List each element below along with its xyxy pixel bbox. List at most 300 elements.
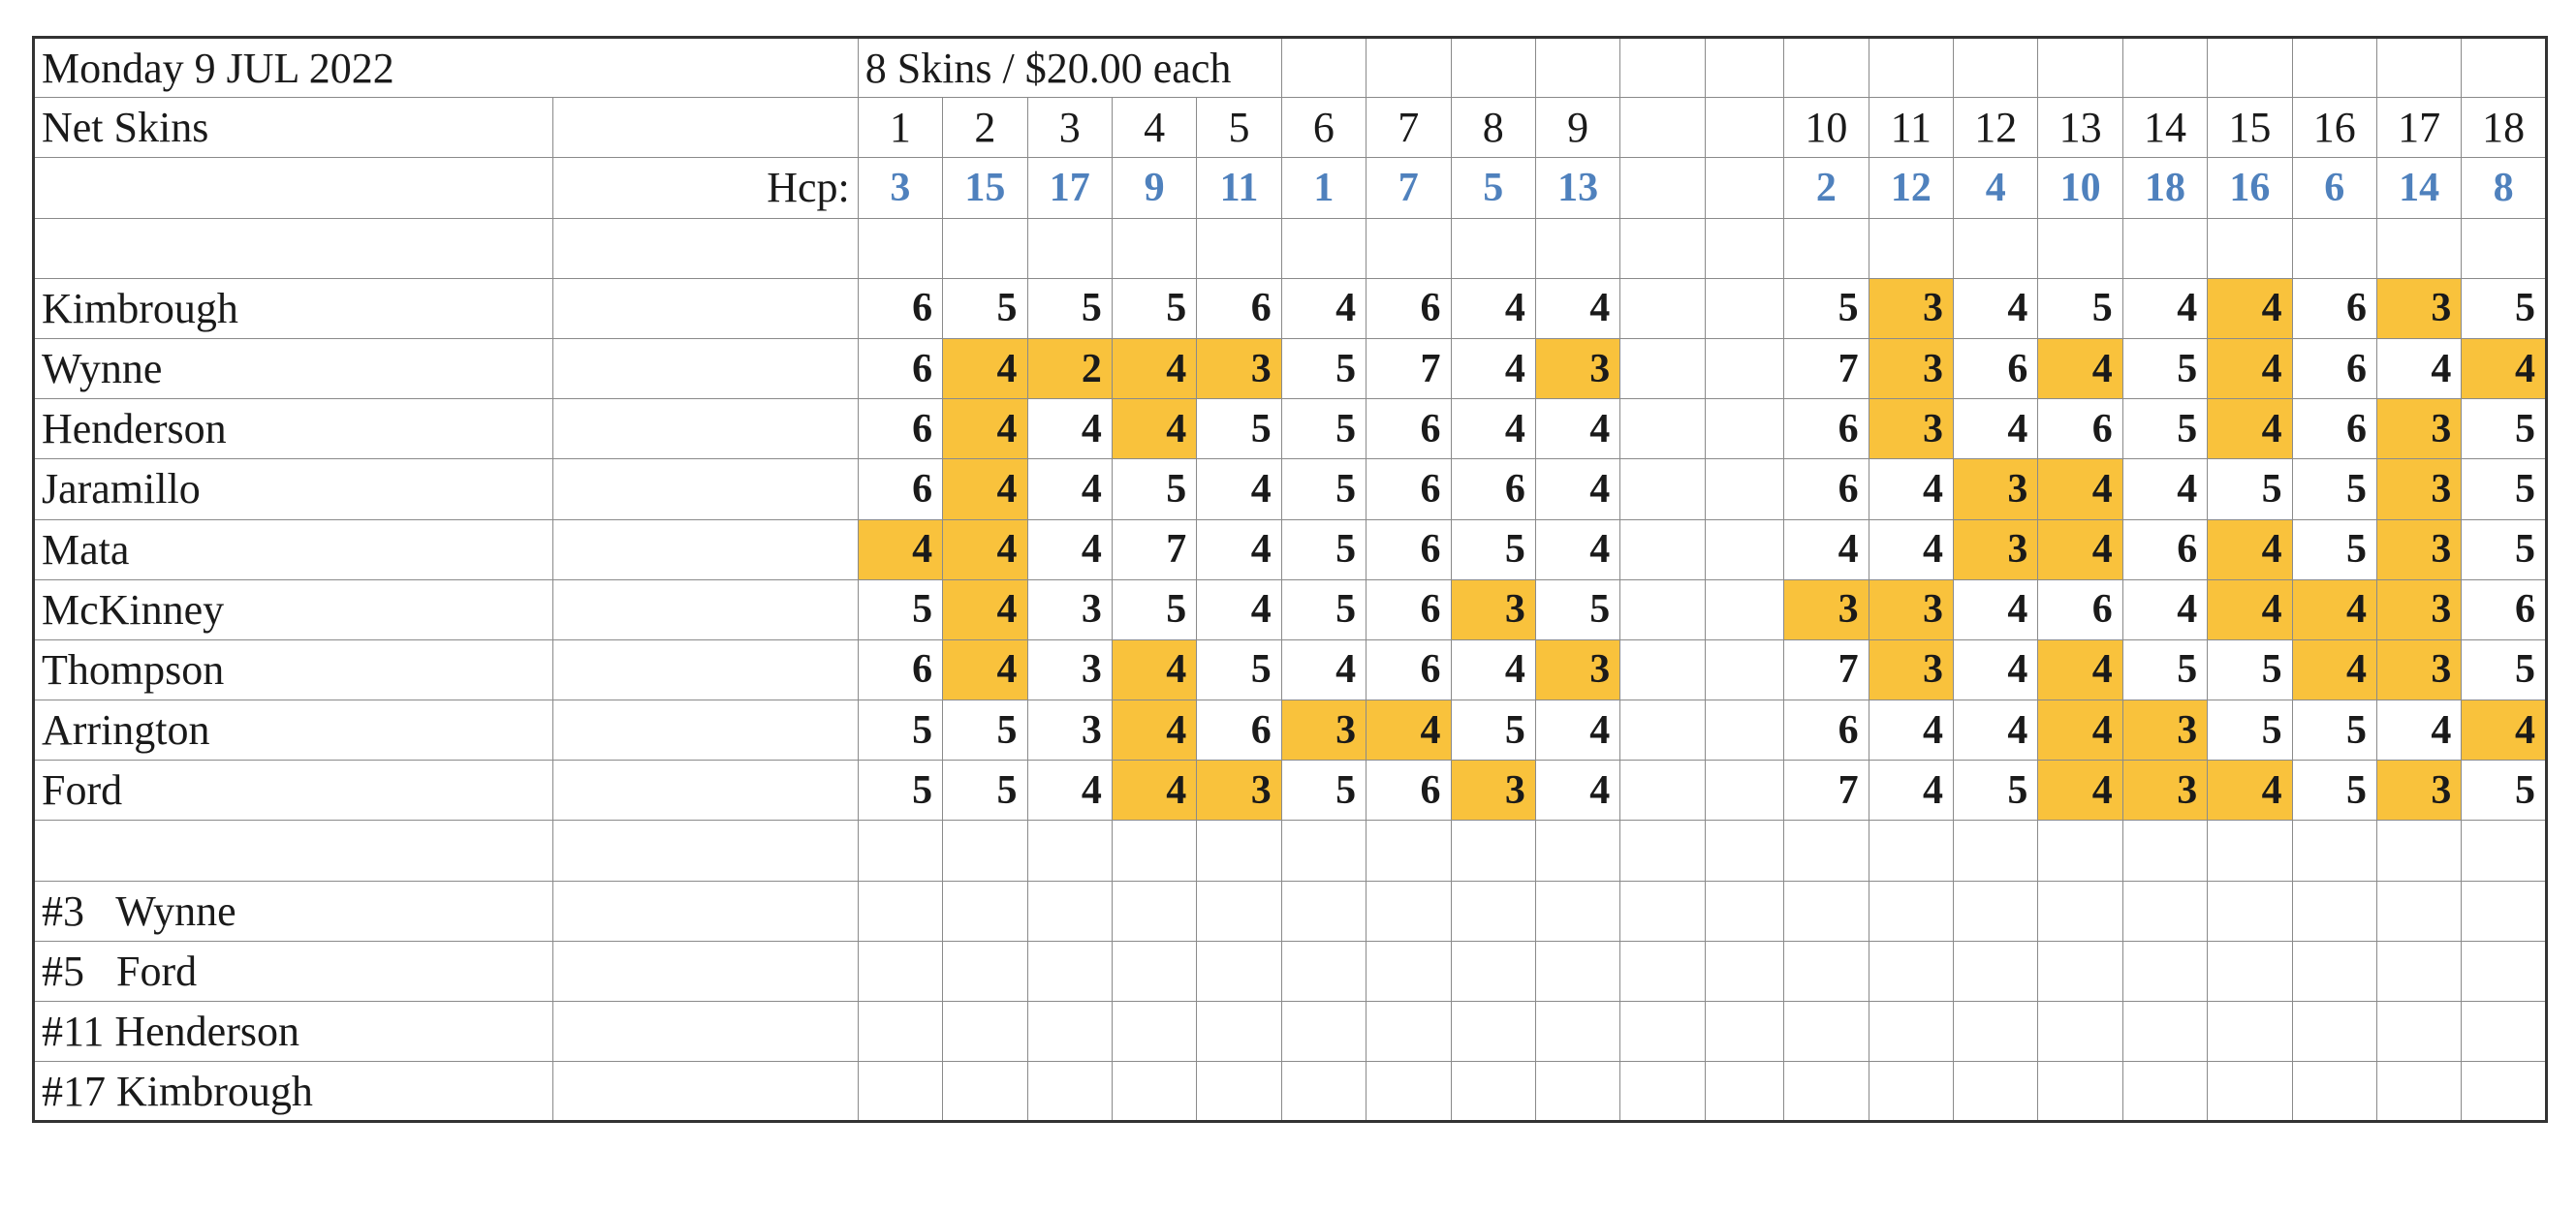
hole-handicap: 15 [943, 158, 1027, 218]
empty-cell [2376, 1062, 2461, 1122]
skins-sheet [32, 36, 2548, 1123]
hole-number: 17 [2376, 98, 2461, 158]
score: 5 [1281, 519, 1366, 579]
empty-cell [2462, 1062, 2547, 1122]
spacer-cell [1705, 700, 1784, 761]
empty-cell [1954, 218, 2038, 278]
spacer-cell [1620, 700, 1705, 761]
empty-cell [2462, 881, 2547, 941]
score: 5 [858, 761, 942, 821]
empty-cell [553, 278, 859, 338]
skin-score: 4 [2038, 700, 2122, 761]
hcp-row [34, 158, 2547, 218]
score: 5 [2208, 700, 2292, 761]
empty-cell [553, 761, 859, 821]
empty-cell [2038, 941, 2122, 1001]
score: 4 [1954, 700, 2038, 761]
empty-cell [1451, 1062, 1535, 1122]
empty-cell [1197, 1062, 1281, 1122]
player-name: Henderson [34, 399, 553, 459]
player-name: Ford [34, 761, 553, 821]
player-row [34, 761, 2547, 821]
score: 5 [1281, 399, 1366, 459]
empty-cell [2376, 38, 2461, 98]
empty-cell [1451, 1002, 1535, 1062]
skin-score: 4 [2208, 579, 2292, 639]
hole-handicap: 18 [2122, 158, 2207, 218]
empty-cell [1784, 1002, 1869, 1062]
skin-score: 3 [2376, 639, 2461, 700]
empty-cell [1112, 218, 1196, 278]
score: 4 [2122, 579, 2207, 639]
score: 4 [1784, 519, 1869, 579]
score: 5 [2462, 519, 2547, 579]
score: 5 [1451, 519, 1535, 579]
skin-score: 3 [1954, 459, 2038, 519]
empty-cell [1535, 38, 1619, 98]
empty-cell [2292, 1002, 2376, 1062]
skin-score: 4 [943, 459, 1027, 519]
score: 4 [1197, 459, 1281, 519]
score: 4 [1027, 519, 1112, 579]
blank-row [34, 821, 2547, 881]
spacer-cell [1705, 459, 1784, 519]
empty-cell [2462, 1002, 2547, 1062]
empty-cell [1705, 941, 1784, 1001]
score: 6 [1451, 459, 1535, 519]
score: 6 [1367, 579, 1451, 639]
score: 4 [1869, 459, 1953, 519]
skin-score: 3 [2376, 459, 2461, 519]
spacer-cell [1620, 278, 1705, 338]
skin-score: 4 [2038, 519, 2122, 579]
player-row [34, 459, 2547, 519]
hole-number: 13 [2038, 98, 2122, 158]
empty-cell [553, 98, 859, 158]
hcp-label: Hcp: [553, 158, 859, 218]
hole-handicap: 13 [1535, 158, 1619, 218]
empty-cell [1784, 1062, 1869, 1122]
empty-cell [1705, 1062, 1784, 1122]
score: 4 [1197, 519, 1281, 579]
hole-handicap: 1 [1281, 158, 1366, 218]
empty-cell [1367, 821, 1451, 881]
hole-number: 18 [2462, 98, 2547, 158]
player-name: Wynne [34, 338, 553, 398]
empty-cell [2462, 218, 2547, 278]
score: 4 [1954, 278, 2038, 338]
empty-cell [1620, 941, 1705, 1001]
skin-score: 2 [1027, 338, 1112, 398]
score: 5 [1281, 579, 1366, 639]
empty-cell [1197, 821, 1281, 881]
empty-cell [1954, 1062, 2038, 1122]
score: 4 [1027, 399, 1112, 459]
empty-cell [2038, 38, 2122, 98]
winner-row [34, 1002, 2547, 1062]
skin-score: 3 [1197, 761, 1281, 821]
hole-number: 10 [1784, 98, 1869, 158]
empty-cell [1451, 881, 1535, 941]
score: 5 [1027, 278, 1112, 338]
empty-cell [2038, 1062, 2122, 1122]
hole-handicap: 16 [2208, 158, 2292, 218]
skin-score: 4 [1367, 700, 1451, 761]
score: 6 [2038, 579, 2122, 639]
empty-cell [1367, 218, 1451, 278]
empty-cell [553, 218, 859, 278]
empty-cell [1869, 218, 1953, 278]
empty-cell [1784, 218, 1869, 278]
empty-cell [553, 399, 859, 459]
spacer-cell [1620, 519, 1705, 579]
empty-cell [2208, 941, 2292, 1001]
spacer-cell [1620, 639, 1705, 700]
player-name: Kimbrough [34, 278, 553, 338]
empty-cell [2376, 941, 2461, 1001]
winner-row [34, 881, 2547, 941]
empty-cell [1869, 1002, 1953, 1062]
player-name: Jaramillo [34, 459, 553, 519]
spacer-cell [1705, 579, 1784, 639]
empty-cell [1784, 881, 1869, 941]
score: 5 [858, 579, 942, 639]
score: 5 [1281, 338, 1366, 398]
skin-score: 3 [1869, 338, 1953, 398]
score: 4 [1535, 761, 1619, 821]
score: 6 [1367, 761, 1451, 821]
player-row [34, 700, 2547, 761]
winner-row [34, 1062, 2547, 1122]
score: 5 [2208, 639, 2292, 700]
empty-cell [1954, 1002, 2038, 1062]
score: 5 [1112, 278, 1196, 338]
hole-handicap: 2 [1784, 158, 1869, 218]
empty-cell [1197, 218, 1281, 278]
spacer-cell [1705, 158, 1784, 218]
empty-cell [2122, 218, 2207, 278]
skin-score: 4 [2038, 338, 2122, 398]
empty-cell [1869, 941, 1953, 1001]
skin-score: 3 [2122, 761, 2207, 821]
score: 4 [2376, 700, 2461, 761]
score: 6 [1367, 639, 1451, 700]
empty-cell [553, 639, 859, 700]
empty-cell [1197, 941, 1281, 1001]
empty-cell [1620, 821, 1705, 881]
score: 7 [1784, 338, 1869, 398]
skin-score: 3 [1869, 579, 1953, 639]
empty-cell [1367, 1062, 1451, 1122]
blank-row [34, 218, 2547, 278]
empty-cell [2292, 821, 2376, 881]
skin-winner: #5 Ford [34, 941, 553, 1001]
empty-cell [1620, 1002, 1705, 1062]
score: 4 [1451, 639, 1535, 700]
empty-cell [1281, 1002, 1366, 1062]
empty-cell [2038, 218, 2122, 278]
empty-cell [1367, 38, 1451, 98]
empty-cell [1367, 1002, 1451, 1062]
empty-cell [2122, 1002, 2207, 1062]
player-name: Mata [34, 519, 553, 579]
score: 5 [1535, 579, 1619, 639]
skin-score: 3 [1784, 579, 1869, 639]
winner-row [34, 941, 2547, 1001]
empty-cell [553, 881, 859, 941]
empty-cell [943, 881, 1027, 941]
skin-score: 4 [2462, 338, 2547, 398]
hole-handicap: 6 [2292, 158, 2376, 218]
empty-cell [553, 459, 859, 519]
empty-cell [2122, 941, 2207, 1001]
skin-score: 3 [1535, 639, 1619, 700]
hole-number: 2 [943, 98, 1027, 158]
empty-cell [2292, 218, 2376, 278]
skin-score: 4 [2038, 459, 2122, 519]
score: 6 [1784, 459, 1869, 519]
empty-cell [1869, 881, 1953, 941]
score: 4 [2122, 278, 2207, 338]
empty-cell [34, 218, 553, 278]
empty-cell [858, 1062, 942, 1122]
empty-cell [2292, 38, 2376, 98]
score: 4 [1451, 278, 1535, 338]
skin-winner: #17 Kimbrough [34, 1062, 553, 1122]
skin-score: 4 [2292, 579, 2376, 639]
score: 6 [858, 338, 942, 398]
skin-score: 3 [1197, 338, 1281, 398]
empty-cell [1112, 1062, 1196, 1122]
score: 5 [858, 700, 942, 761]
empty-cell [1451, 941, 1535, 1001]
score: 5 [2462, 459, 2547, 519]
empty-cell [1620, 881, 1705, 941]
skin-score: 4 [1112, 761, 1196, 821]
hole-number: 8 [1451, 98, 1535, 158]
score: 5 [1197, 399, 1281, 459]
hole-handicap: 17 [1027, 158, 1112, 218]
empty-cell [2038, 1002, 2122, 1062]
score: 4 [1954, 399, 2038, 459]
score: 5 [2462, 639, 2547, 700]
spacer-cell [1620, 579, 1705, 639]
empty-cell [943, 218, 1027, 278]
score: 3 [1027, 700, 1112, 761]
empty-cell [1705, 881, 1784, 941]
hole-number: 5 [1197, 98, 1281, 158]
score: 6 [2038, 399, 2122, 459]
empty-cell [1027, 881, 1112, 941]
skin-score: 3 [2376, 579, 2461, 639]
score: 6 [2292, 278, 2376, 338]
player-row [34, 338, 2547, 398]
hole-handicap: 8 [2462, 158, 2547, 218]
score: 6 [1367, 519, 1451, 579]
empty-cell [2462, 821, 2547, 881]
empty-cell [2122, 821, 2207, 881]
empty-cell [1784, 941, 1869, 1001]
score: 6 [858, 639, 942, 700]
hole-handicap: 5 [1451, 158, 1535, 218]
score: 7 [1784, 639, 1869, 700]
empty-cell [1197, 881, 1281, 941]
skin-score: 4 [1112, 399, 1196, 459]
hole-number: 4 [1112, 98, 1196, 158]
skin-score: 4 [1112, 639, 1196, 700]
empty-cell [858, 941, 942, 1001]
skin-winner: #11 Henderson [34, 1002, 553, 1062]
score: 6 [858, 459, 942, 519]
hole-handicap: 11 [1197, 158, 1281, 218]
skin-score: 4 [943, 579, 1027, 639]
empty-cell [2292, 881, 2376, 941]
score: 6 [1197, 700, 1281, 761]
score: 5 [2462, 278, 2547, 338]
score: 4 [1027, 459, 1112, 519]
empty-cell [1954, 38, 2038, 98]
skin-score: 3 [1869, 278, 1953, 338]
score: 5 [1784, 278, 1869, 338]
skin-score: 3 [2376, 278, 2461, 338]
score: 6 [858, 399, 942, 459]
skin-score: 4 [2038, 761, 2122, 821]
skin-score: 4 [943, 519, 1027, 579]
score: 5 [2122, 639, 2207, 700]
score: 5 [1281, 459, 1366, 519]
score: 5 [943, 700, 1027, 761]
hole-number: 3 [1027, 98, 1112, 158]
score: 6 [1367, 278, 1451, 338]
empty-cell [2208, 1002, 2292, 1062]
holes-row [34, 98, 2547, 158]
skin-score: 4 [2462, 700, 2547, 761]
empty-cell [1281, 218, 1366, 278]
score: 4 [1869, 700, 1953, 761]
empty-cell [1705, 1002, 1784, 1062]
empty-cell [1784, 821, 1869, 881]
score: 5 [1197, 639, 1281, 700]
empty-cell [1954, 941, 2038, 1001]
skin-score: 4 [858, 519, 942, 579]
spacer-cell [1620, 399, 1705, 459]
empty-cell [2122, 1062, 2207, 1122]
score: 5 [2292, 761, 2376, 821]
score: 4 [1451, 399, 1535, 459]
score: 6 [1367, 459, 1451, 519]
score: 5 [1451, 700, 1535, 761]
empty-cell [34, 158, 553, 218]
score: 6 [2292, 399, 2376, 459]
empty-cell [1367, 881, 1451, 941]
hole-number: 1 [858, 98, 942, 158]
empty-cell [2376, 218, 2461, 278]
score: 6 [2462, 579, 2547, 639]
skin-score: 3 [1869, 399, 1953, 459]
empty-cell [553, 338, 859, 398]
empty-cell [1281, 881, 1366, 941]
empty-cell [553, 700, 859, 761]
empty-cell [1451, 38, 1535, 98]
empty-cell [553, 519, 859, 579]
empty-cell [1281, 1062, 1366, 1122]
hole-number: 11 [1869, 98, 1953, 158]
spacer-cell [1705, 98, 1784, 158]
score: 7 [1367, 338, 1451, 398]
empty-cell [1027, 1062, 1112, 1122]
score: 5 [2292, 519, 2376, 579]
score: 4 [1535, 399, 1619, 459]
hole-handicap: 4 [1954, 158, 2038, 218]
skin-score: 4 [2208, 399, 2292, 459]
spacer-cell [1705, 519, 1784, 579]
spacer-cell [1705, 338, 1784, 398]
hole-number: 7 [1367, 98, 1451, 158]
empty-cell [1367, 941, 1451, 1001]
skin-score: 4 [943, 639, 1027, 700]
score: 6 [858, 278, 942, 338]
empty-cell [1705, 218, 1784, 278]
player-name: Thompson [34, 639, 553, 700]
score: 5 [1112, 459, 1196, 519]
empty-cell [1705, 821, 1784, 881]
empty-cell [1027, 218, 1112, 278]
hole-handicap: 3 [858, 158, 942, 218]
empty-cell [943, 821, 1027, 881]
skin-score: 4 [2208, 519, 2292, 579]
skin-score: 4 [1112, 700, 1196, 761]
hole-handicap: 10 [2038, 158, 2122, 218]
skin-score: 4 [2208, 761, 2292, 821]
spacer-cell [1705, 399, 1784, 459]
empty-cell [1535, 821, 1619, 881]
empty-cell [1869, 38, 1953, 98]
score: 6 [1367, 399, 1451, 459]
score: 3 [1027, 579, 1112, 639]
empty-cell [2122, 38, 2207, 98]
hole-number: 6 [1281, 98, 1366, 158]
score: 4 [1197, 579, 1281, 639]
score: 6 [1954, 338, 2038, 398]
empty-cell [553, 1062, 859, 1122]
empty-cell [943, 941, 1027, 1001]
player-row [34, 579, 2547, 639]
score: 4 [1535, 459, 1619, 519]
spacer-cell [1620, 761, 1705, 821]
hole-number: 12 [1954, 98, 2038, 158]
empty-cell [943, 1062, 1027, 1122]
empty-cell [553, 1002, 859, 1062]
empty-cell [1451, 218, 1535, 278]
empty-cell [2038, 821, 2122, 881]
empty-cell [1620, 1062, 1705, 1122]
empty-cell [2208, 881, 2292, 941]
score: 4 [1027, 761, 1112, 821]
spacer-cell [1705, 761, 1784, 821]
empty-cell [943, 1002, 1027, 1062]
skin-score: 3 [1451, 579, 1535, 639]
player-name: McKinney [34, 579, 553, 639]
skin-score: 4 [2208, 278, 2292, 338]
score: 5 [2292, 459, 2376, 519]
score: 5 [943, 761, 1027, 821]
empty-cell [1535, 1062, 1619, 1122]
score: 5 [2208, 459, 2292, 519]
empty-cell [1620, 218, 1705, 278]
skin-score: 3 [1535, 338, 1619, 398]
date-label: Monday 9 JUL 2022 [34, 38, 859, 98]
skin-score: 4 [943, 338, 1027, 398]
